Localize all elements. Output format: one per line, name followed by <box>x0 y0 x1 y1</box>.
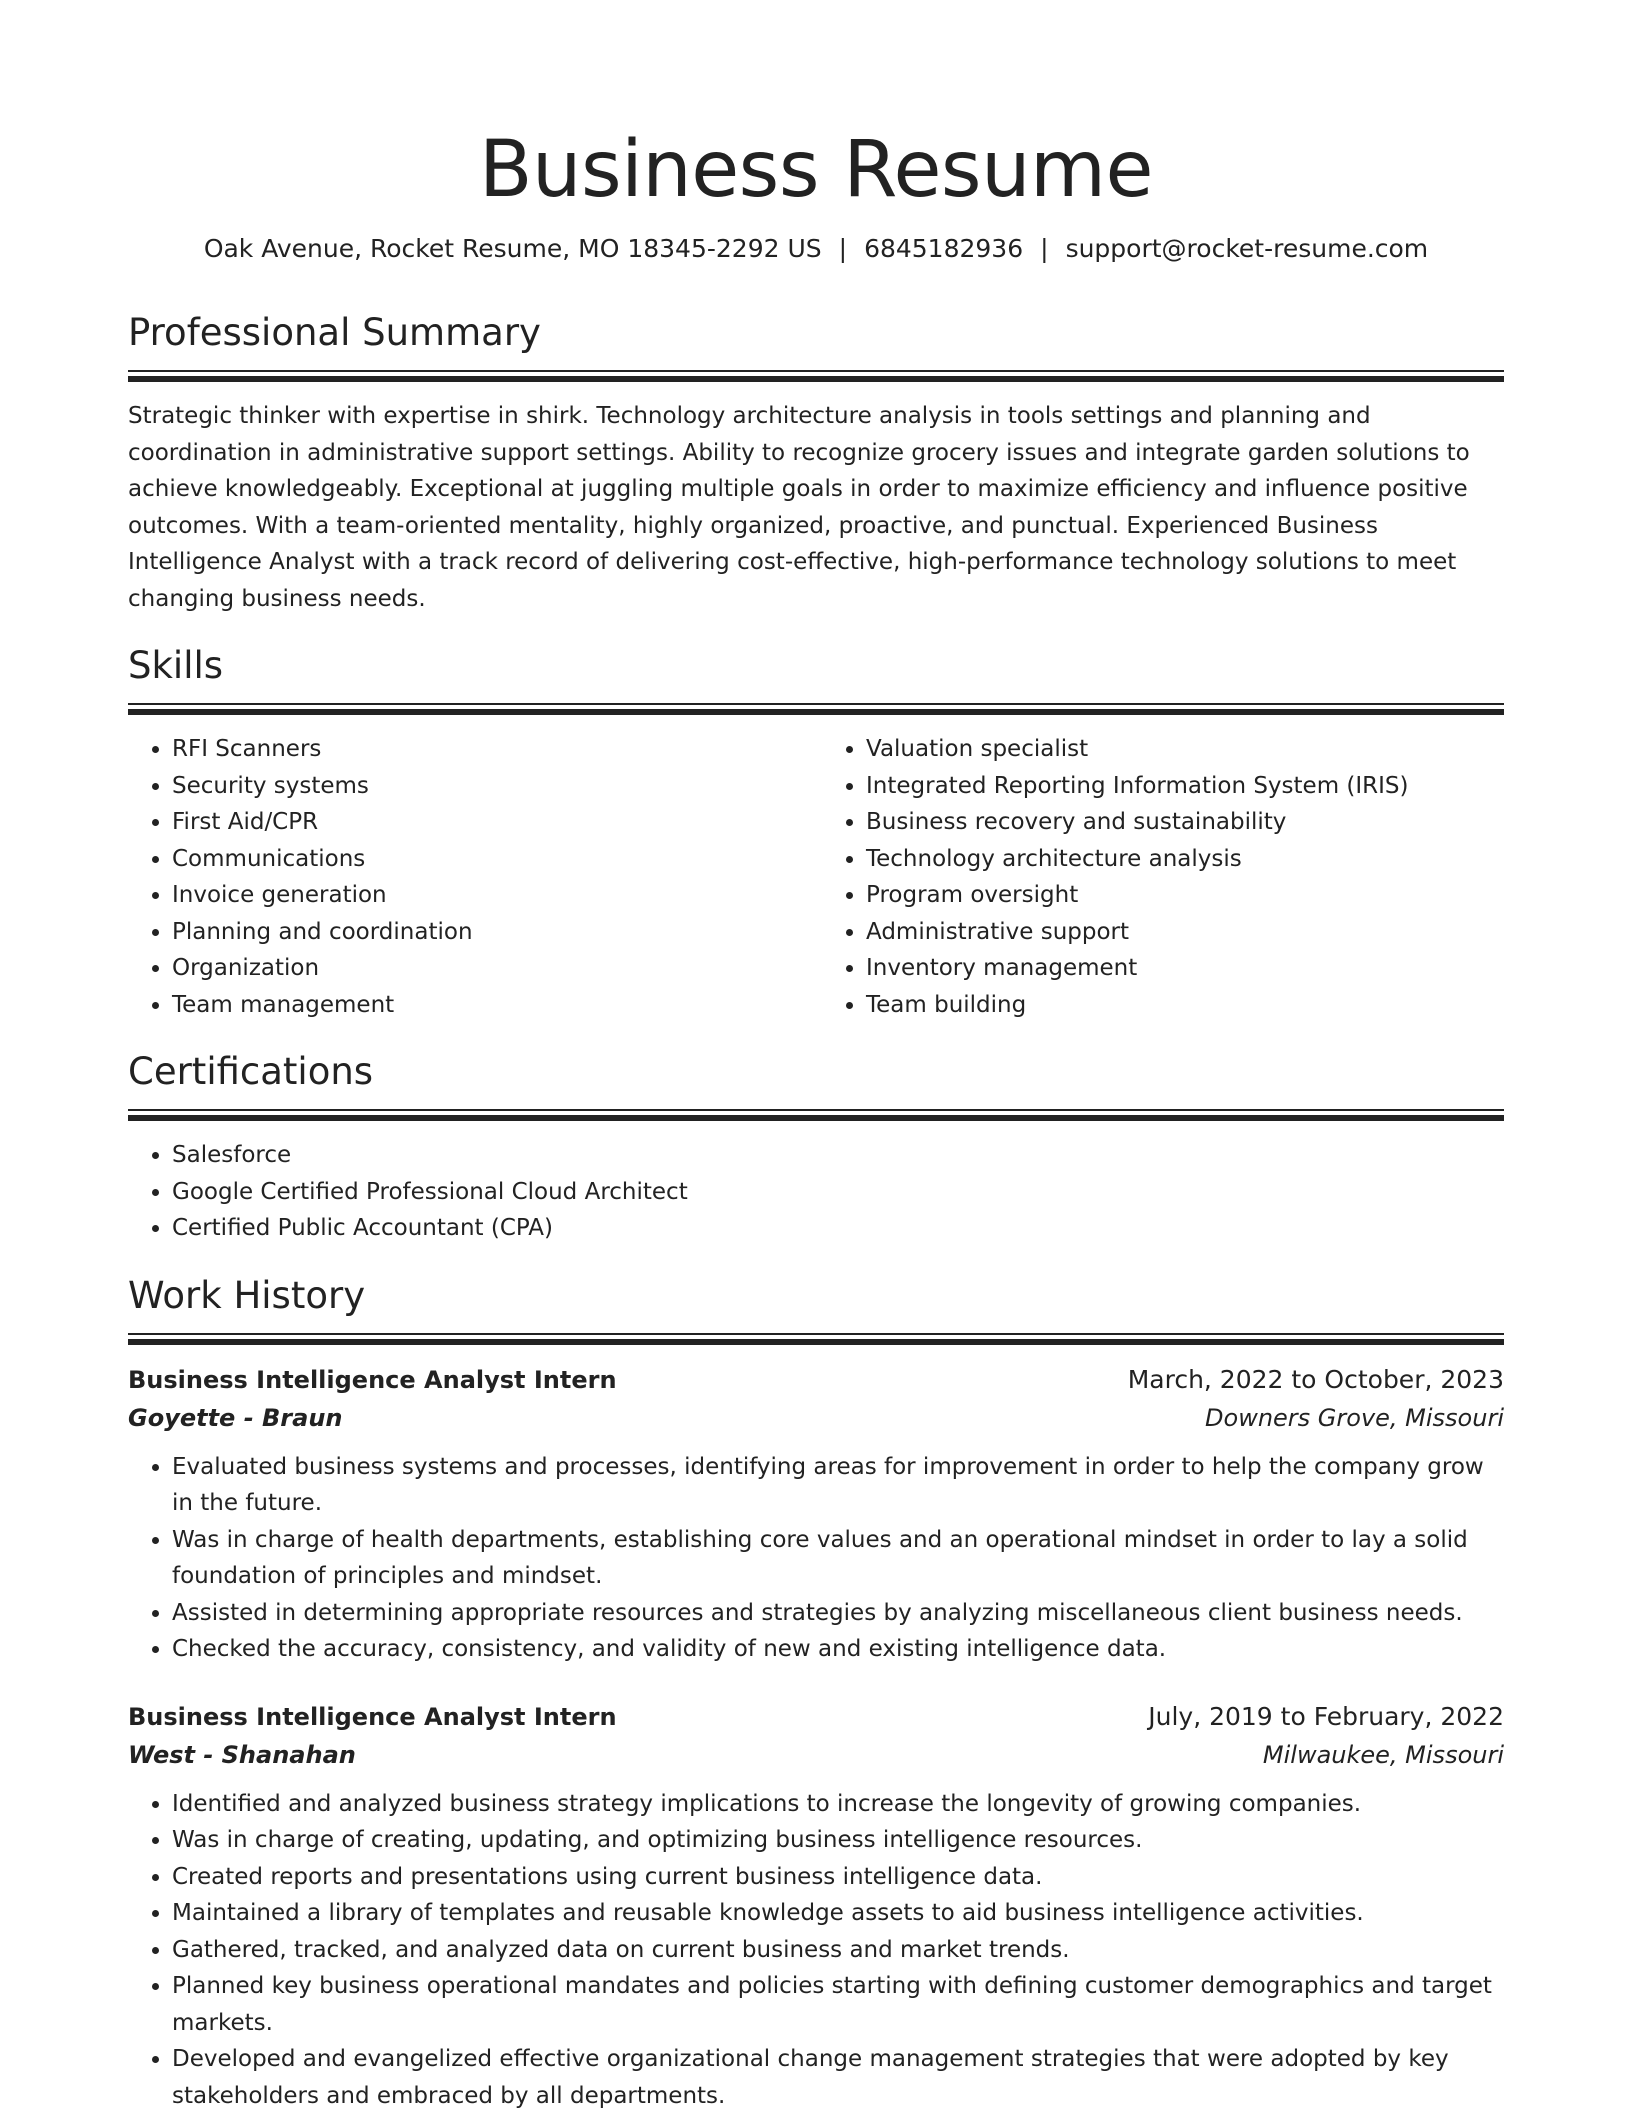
list-item: • Planning and coordination <box>172 914 816 951</box>
list-item: • Team management <box>172 987 816 1024</box>
list-item: • Checked the accuracy, consistency, and validity of new and existing intelligence data. <box>172 1631 1504 1668</box>
list-item: • Team building <box>866 987 1504 1024</box>
job-entry <box>128 1698 1504 2114</box>
list-item: • Created reports and presentations using current business intelligence data. <box>172 1859 1504 1896</box>
section-heading: Work History <box>128 1273 1504 1319</box>
list-item: • Communications <box>172 841 816 878</box>
work-history-section <box>128 1273 1504 2114</box>
contact-phone: 6845182936 <box>864 234 1023 263</box>
job-company: West - Shanahan <box>128 1736 356 1774</box>
list-item: • Security systems <box>172 768 816 805</box>
section-heading: Skills <box>128 643 1504 689</box>
section-divider <box>128 370 1504 382</box>
certifications-section <box>128 1049 1504 1247</box>
section-divider <box>128 703 1504 715</box>
skills-section <box>128 643 1504 1023</box>
professional-summary-section <box>128 310 1504 617</box>
summary-text: Strategic thinker with expertise in shirk. Technology architecture analysis in tools settings and planning and coordination in administrative support settings. Ability to recognize grocery issues and integrate garden solutions to achieve knowledgeably. Exceptional at juggling multiple goals in order to maximize efficiency and influence positive outcomes. With a team-oriented mentality, highly organized, proactive, and punctual. Experienced Business Intelligence Analyst with a track record of delivering cost-effective, high-performance technology solutions to meet changing business needs. <box>128 398 1504 617</box>
section-divider <box>128 1109 1504 1121</box>
job-company-row <box>128 1399 1504 1437</box>
job-company: Goyette - Braun <box>128 1399 343 1437</box>
job-header-row <box>128 1361 1504 1399</box>
job-dates: March, 2022 to October, 2023 <box>1128 1361 1504 1399</box>
job-dates: July, 2019 to February, 2022 <box>1148 1698 1504 1736</box>
list-item: • RFI Scanners <box>172 731 816 768</box>
job-location: Downers Grove, Missouri <box>1205 1399 1504 1437</box>
list-item: • Certified Public Accountant (CPA) <box>172 1210 1504 1247</box>
contact-separator: | <box>1023 232 1065 266</box>
list-item: • Was in charge of creating, updating, and optimizing business intelligence resources. <box>172 1822 1504 1859</box>
job-entry <box>128 1361 1504 1668</box>
job-title: Business Intelligence Analyst Intern <box>128 1698 617 1736</box>
list-item: • Invoice generation <box>172 877 816 914</box>
skills-list-right <box>816 731 1504 1023</box>
certifications-list <box>128 1137 1504 1247</box>
section-divider <box>128 1333 1504 1345</box>
section-heading: Certifications <box>128 1049 1504 1095</box>
skills-column-right <box>816 731 1504 1023</box>
list-item: • Business recovery and sustainability <box>866 804 1504 841</box>
list-item: • Organization <box>172 950 816 987</box>
list-item: • Assisted in determining appropriate resources and strategies by analyzing miscellaneous client business needs. <box>172 1595 1504 1632</box>
list-item: • Evaluated business systems and processes, identifying areas for improvement in order to help the company grow in the future. <box>172 1449 1504 1522</box>
list-item: • Salesforce <box>172 1137 1504 1174</box>
job-bullets <box>128 1786 1504 2114</box>
job-bullets <box>128 1449 1504 1668</box>
skills-list-left <box>128 731 816 1023</box>
list-item: • Maintained a library of templates and reusable knowledge assets to aid business intelligence activities. <box>172 1895 1504 1932</box>
job-company-row <box>128 1736 1504 1774</box>
list-item: • Administrative support <box>866 914 1504 951</box>
job-title: Business Intelligence Analyst Intern <box>128 1361 617 1399</box>
contact-email: support@rocket-resume.com <box>1066 234 1429 263</box>
list-item: • Technology architecture analysis <box>866 841 1504 878</box>
contact-line <box>128 232 1504 266</box>
section-heading: Professional Summary <box>128 310 1504 356</box>
list-item: • Gathered, tracked, and analyzed data on current business and market trends. <box>172 1932 1504 1969</box>
skills-column-left <box>128 731 816 1023</box>
job-header-row <box>128 1698 1504 1736</box>
job-location: Milwaukee, Missouri <box>1263 1736 1504 1774</box>
list-item: • Inventory management <box>866 950 1504 987</box>
contact-separator: | <box>822 232 864 266</box>
list-item: • Planned key business operational mandates and policies starting with defining customer demographics and target markets. <box>172 1968 1504 2041</box>
list-item: • Program oversight <box>866 877 1504 914</box>
list-item: • Was in charge of health departments, establishing core values and an operational mindset in order to lay a solid foundation of principles and mindset. <box>172 1522 1504 1595</box>
list-item: • Identified and analyzed business strategy implications to increase the longevity of growing companies. <box>172 1786 1504 1823</box>
list-item: • Integrated Reporting Information System (IRIS) <box>866 768 1504 805</box>
resume-title: Business Resume <box>128 0 1504 218</box>
list-item: • Valuation specialist <box>866 731 1504 768</box>
list-item: • Developed and evangelized effective organizational change management strategies that were adopted by key stakeholders and embraced by all departments. <box>172 2041 1504 2114</box>
list-item: • First Aid/CPR <box>172 804 816 841</box>
contact-address: Oak Avenue, Rocket Resume, MO 18345-2292 US <box>204 234 822 263</box>
skills-columns <box>128 731 1504 1023</box>
list-item: • Google Certified Professional Cloud Architect <box>172 1174 1504 1211</box>
